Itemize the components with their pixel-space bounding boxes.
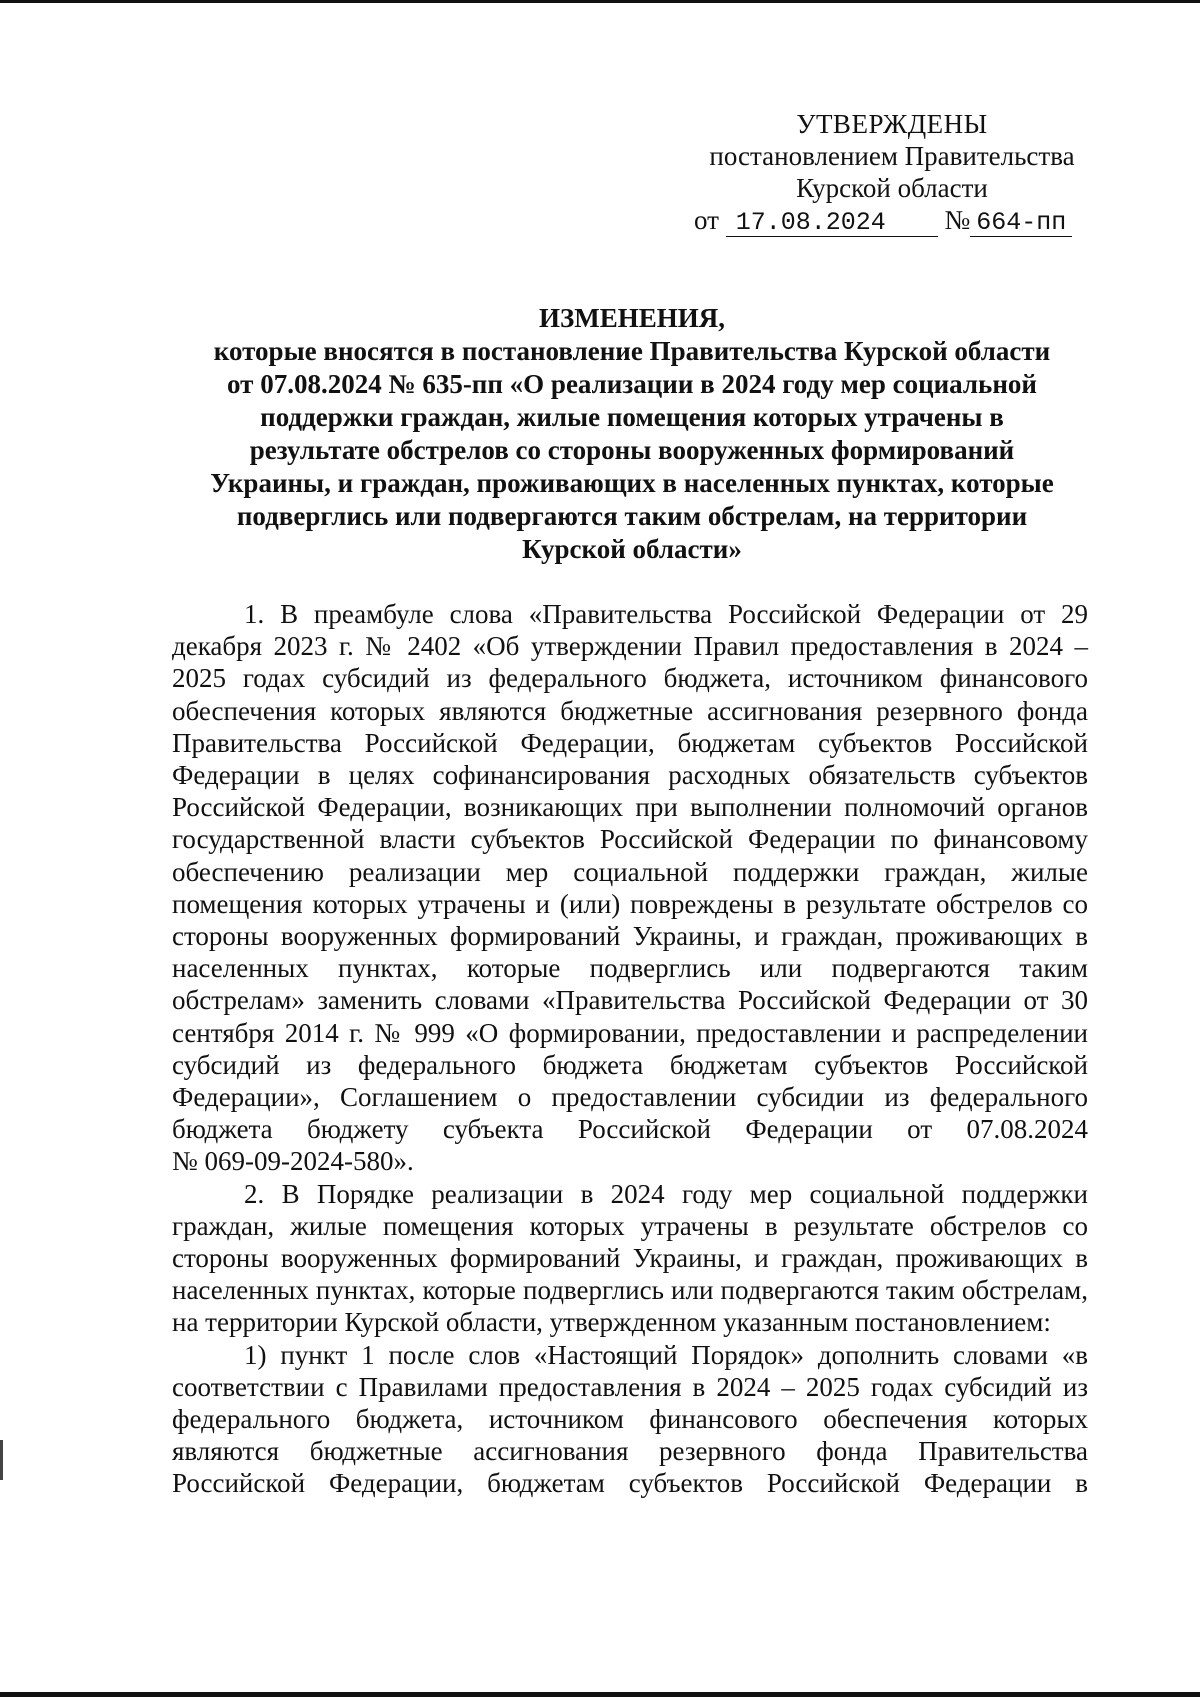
paragraph-1-end: № 069-09-2024-580». — [172, 1146, 414, 1177]
approval-stamp — [692, 108, 1092, 237]
approval-title: УТВЕРЖДЕНЫ — [796, 109, 988, 139]
document-body — [172, 598, 1088, 1500]
approval-date-line — [692, 204, 1092, 237]
approval-line-2: Курской области — [796, 173, 988, 203]
heading-line: подверглись или подвергаются таким обстрелам, на территории — [236, 501, 1028, 531]
paragraph-3: 1) пункт 1 после слов «Настоящий Порядок» дополнить словами «в соответствии с Правилами предоставления в 2024 – 2025 годах субсидий из федерального бюджета, источником финансового обеспечения которых являются бюджетные ассигнования резервного фонда Правительства Российской Федерации, бюджетам субъектов Российской Федерации в — [172, 1339, 1088, 1499]
approval-number: 664-пп — [970, 209, 1072, 237]
heading-line: которые вносятся в постановление Правительства Курской области — [213, 336, 1051, 366]
number-prefix: № — [944, 205, 971, 235]
scan-border-top — [0, 0, 1200, 3]
scan-border-left-mark — [0, 1440, 3, 1480]
paragraph-2: 2. В Порядке реализации в 2024 году мер социальной поддержки граждан, жилые помещения которых утрачены в результате обстрелов со стороны вооруженных формирований Украины, и граждан, проживающих в населенных пунктах, которые подверглись или подвергаются таким обстрелам, на территории Курской области, утвержденном указанным постановлением: — [172, 1178, 1088, 1338]
date-prefix: от — [694, 205, 719, 235]
heading-line: Курской области» — [522, 534, 742, 564]
document-heading — [172, 302, 1092, 566]
heading-line: результате обстрелов со стороны вооруженных формирований — [249, 435, 1015, 465]
heading-line: от 07.08.2024 № 635-пп «О реализации в 2024 году мер социальной — [227, 369, 1037, 399]
heading-line: поддержки граждан, жилые помещения которых утрачены в — [260, 402, 1004, 432]
heading-title: ИЗМЕНЕНИЯ, — [538, 303, 725, 333]
approval-line-1: постановлением Правительства — [709, 141, 1075, 171]
heading-line: Украины, и граждан, проживающих в населенных пунктах, которые — [210, 468, 1054, 498]
approval-date: 17.08.2024 — [726, 209, 938, 237]
paragraph-1: 1. В преамбуле слова «Правительства Российской Федерации от 29 декабря 2023 г. № 2402 «Об утверждении Правил предоставления в 2024 – 2025 годах субсидий из федерального бюджета, источником финансового обеспечения которых являются бюджетные ассигнования резервного фонда Правительства Российской Федерации, бюджетам субъектов Российской Федерации в целях софинансирования расходных обязательств субъектов Российской Федерации, возникающих при выполнении полномочий органов государственной власти субъектов Российской Федерации по финансовому обеспечению реализации мер социальной поддержки граждан, жилые помещения которых утрачены и (или) повреждены в результате обстрелов со стороны вооруженных формирований Украины, и граждан, проживающих в населенных пунктах, которые подверглись или подвергаются таким обстрелам» заменить словами «Правительства Российской Федерации от 30 сентября 2014 г. № 999 «О формировании, предоставлении и распределении субсидий из федерального бюджета бюджетам субъектов Российской Федерации», Соглашением о предоставлении субсидии из федерального бюджета бюджету субъекта Российской Федерации от 07.08.2024 — [172, 599, 1088, 1145]
scan-border-bottom — [0, 1692, 1200, 1697]
